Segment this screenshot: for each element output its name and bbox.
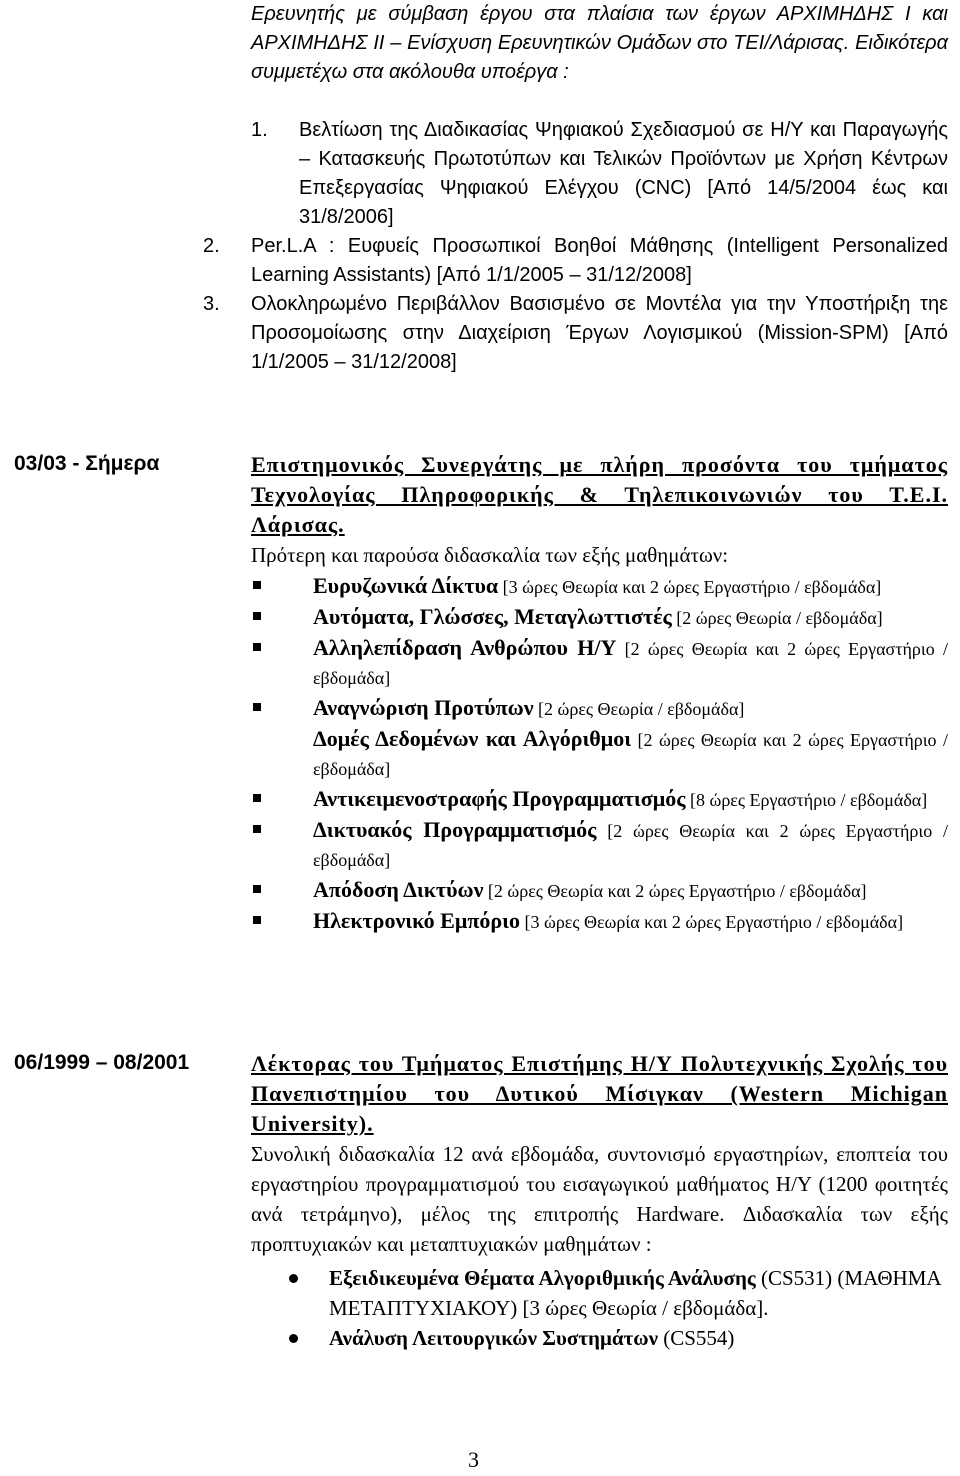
project-item (251, 116, 948, 232)
project-number: 2. (203, 235, 220, 257)
course-detail: (CS531) (ΜΑΘΗΜΑ ΜΕΤΑΠΤΥΧΙΑΚΟΥ) [3 ώρες Θεωρία / εβδομάδα]. (329, 1266, 941, 1320)
course-name: Ηλεκτρονικό Εμπόριο (313, 908, 520, 933)
course-detail: [2 ώρες Θεωρία / εβδομάδα] (533, 699, 745, 719)
course-item (251, 1323, 948, 1353)
square-bullet-icon (253, 794, 261, 802)
square-bullet-icon (253, 825, 261, 833)
project-number: 1. (251, 119, 268, 141)
course-name: Αναγνώριση Προτύπων (313, 695, 534, 720)
course-name: Δομές Δεδομένων και Αλγόριθμοι (313, 726, 632, 751)
course-name: Δικτυακός Προγραμματισμός (313, 817, 597, 842)
project-text: Ολοκληρωμένο Περιβάλλον Βασισμένο σε Μοντέλα για την Υποστήριξη τηε Προσομοίωσης στην Διαχείριση Έργων Λογισμικού (Mission-SPM) [Από 1/1/2005 – 31/12/2008] (251, 293, 948, 373)
course-name: Απόδοση Δικτύων (313, 877, 484, 902)
course-name: Αντικειμενοστραφής Προγραμματισμός (313, 786, 686, 811)
course-list (251, 572, 948, 936)
position-title: Λέκτορας του Τμήματος Επιστήμης Η/Υ Πολυτεχνικής Σχολής του Πανεπιστημίου του Δυτικού Μίσιγκαν (Western Michigan University). (251, 1051, 948, 1136)
course-name: Εξειδικευμένα Θέματα Αλγοριθμικής Ανάλυσης (329, 1266, 756, 1290)
course-item (251, 876, 948, 905)
square-bullet-icon (253, 643, 261, 651)
date-range: 06/1999 – 08/2001 (14, 1051, 190, 1074)
research-intro-block (251, 0, 948, 87)
course-item (251, 603, 948, 632)
position-block (251, 1049, 948, 1353)
position-block (251, 450, 948, 938)
course-detail: [2 ώρες Θεωρία και 2 ώρες Εργαστήριο / εβδομάδα] (483, 881, 867, 901)
square-bullet-icon (253, 916, 261, 924)
course-name: Αλληλεπίδραση Ανθρώπου Η/Υ (313, 635, 617, 660)
project-list (203, 116, 948, 377)
course-name: Ευρυζωνικά Δίκτυα (313, 573, 499, 598)
project-item (203, 290, 948, 377)
square-bullet-icon (253, 581, 261, 589)
course-detail: [2 ώρες Θεωρία και 2 ώρες Εργαστήριο / εβδομάδα] (313, 730, 948, 779)
course-detail: [8 ώρες Εργαστήριο / εβδομάδα] (685, 790, 928, 810)
course-detail: [3 ώρες Θεωρία και 2 ώρες Εργαστήριο / εβδομάδα] (519, 912, 904, 932)
course-detail: [2 ώρες Θεωρία και 2 ώρες Εργαστήριο / εβδομάδα] (313, 639, 948, 688)
round-bullet-icon (289, 1334, 298, 1343)
project-text: Per.L.A : Ευφυείς Προσωπικοί Βοηθοί Μάθησης (Intelligent Personalized Learning Assistants) [Από 1/1/2005 – 31/12/2008] (251, 235, 948, 286)
course-item (251, 634, 948, 692)
project-text: Βελτίωση της Διαδικασίας Ψηφιακού Σχεδιασμού σε Η/Υ και Παραγωγής – Κατασκευής Πρωτοτύπων και Τελικών Προϊόντων με Χρήση Κέντρων Επεξεργασίας Ψηφιακού Ελέγχου (CNC) [Από 14/5/2004 έως και 31/8/2006] (299, 119, 948, 228)
position-title: Επιστημονικός Συνεργάτης με πλήρη προσόντα του τμήματος Τεχνολογίας Πληροφορικής & Τηλεπικοινωνιών του Τ.Ε.Ι. Λάρισας. (251, 452, 948, 537)
course-detail: [3 ώρες Θεωρία και 2 ώρες Εργαστήριο / εβδομάδα] (498, 577, 882, 597)
course-name: Αυτόματα, Γλώσσες, Μεταγλωττιστές (313, 604, 672, 629)
square-bullet-icon (253, 885, 261, 893)
round-bullet-icon (289, 1274, 298, 1283)
course-item (251, 785, 948, 814)
course-detail: (CS554) (658, 1326, 735, 1350)
teaching-intro: Πρότερη και παρούσα διδασκαλία των εξής μαθημάτων: (251, 543, 729, 567)
course-detail: [2 ώρες Θεωρία / εβδομάδα] (671, 608, 883, 628)
project-number: 3. (203, 293, 220, 315)
course-item (251, 907, 948, 936)
research-intro-text: Ερευνητής με σύμβαση έργου στα πλαίσια των έργων ΑΡΧΙΜΗΔΗΣ Ι και ΑΡΧΙΜΗΔΗΣ ΙΙ – Ενίσχυση Ερευνητικών Ομάδων στο ΤΕΙ/Λάρισας. Ειδικότερα συμμετέχω στα ακόλουθα υποέργα : (251, 3, 948, 83)
date-range: 03/03 - Σήμερα (14, 452, 160, 475)
course-item (251, 694, 948, 723)
page-number: 3 (468, 1447, 479, 1472)
project-item (203, 232, 948, 290)
course-item (251, 816, 948, 874)
course-item (251, 572, 948, 601)
position-description: Συνολική διδασκαλία 12 ανά εβδομάδα, συντονισμό εργαστηρίων, εποπτεία του εργαστηρίου προγραμματισμού του εισαγωγικού μαθήματος Η/Υ (1200 φοιτητές ανά τετράμηνο), μέλος της επιτροπής Hardware. Διδασκαλία των εξής προπτυχιακών και μεταπτυχιακών μαθημάτων : (251, 1142, 948, 1256)
square-bullet-icon (253, 703, 261, 711)
course-item (251, 1263, 948, 1323)
course-detail: [2 ώρες Θεωρία και 2 ώρες Εργαστήριο / εβδομάδα] (313, 821, 948, 870)
course-item (251, 725, 948, 783)
square-bullet-icon (253, 612, 261, 620)
course-name: Ανάλυση Λειτουργικών Συστημάτων (329, 1326, 658, 1350)
course-list (251, 1263, 948, 1353)
